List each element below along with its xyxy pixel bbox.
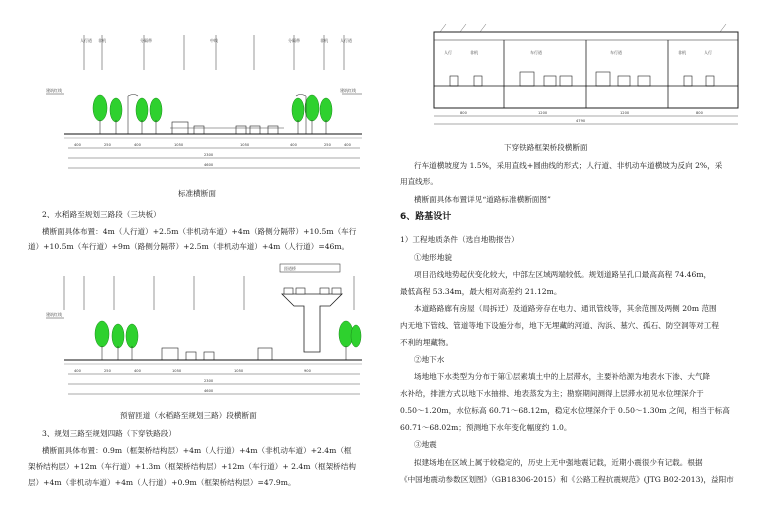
svg-text:400: 400 [290,143,297,147]
svg-text:匝道桥: 匝道桥 [284,266,296,271]
svg-text:900: 900 [304,369,311,373]
svg-text:人行道: 人行道 [340,38,352,43]
section-2-line-1: 横断面具体布置：4m（人行道）+2.5m（非机动车道）+4m（路侧分隔带）+10.5m（车行 [42,227,357,236]
svg-text:非机: 非机 [320,38,328,43]
svg-text:400: 400 [74,369,81,373]
svg-text:建筑红线: 建筑红线 [340,88,356,93]
svg-text:800: 800 [460,111,467,115]
svg-text:1200: 1200 [620,111,630,115]
figure-1-caption: 标准横断面 [178,189,216,198]
svg-text:人行道: 人行道 [80,38,92,43]
standard-cross-section-drawing [44,30,366,180]
groundwater-line-3: 0.50～1.20m，水位标高 60.71～68.12m，稳定水位埋深介于 0.50～1.30m 之间，相当于标高 [400,406,730,415]
detail-line: 横断面具体布置详见“道路标准横断面图” [414,195,551,204]
terrain-line-1: 项目沿线地势起伏变化较大，中部左区域两端较低。规划道路呈孔口最高高程 74.46m， [414,270,712,279]
svg-text:分隔带: 分隔带 [140,38,152,43]
svg-text:非机: 非机 [98,38,106,43]
svg-text:1050: 1050 [174,143,184,147]
slope-line-1: 行车道横坡度为 1.5%，采用直线+圆曲线的形式；人行道、非机动车道横坡为反向 2%，采 [414,161,723,170]
svg-text:4790: 4790 [576,119,586,123]
earthquake-line-1: 拟建场地在区域上属于较稳定的，历史上无中强地震记载，近期小震很少有记载。根据 [414,458,703,467]
svg-text:250: 250 [104,143,111,147]
svg-text:1050: 1050 [234,369,244,373]
section-3-line-1: 横断面具体布置：0.9m（框架桥结构层）+4m（人行道）+4m（非机动车道）+2.4m（框 [42,446,352,455]
figure-2-caption: 预留匝道（水稻路至规划三路）段横断面 [120,411,257,420]
svg-text:800: 800 [696,111,703,115]
section-2-line-2: 道）+10.5m（车行道）+9m（路侧分隔带）+2.5m（非机动车道）+4m（人行道）=46m。 [28,242,350,251]
groundwater-line-4: 60.71～68.02m；预测地下水年变化幅度约 1.0。 [400,423,572,432]
terrain-line-5: 不利的埋藏物。 [400,338,454,347]
figure-3-caption: 下穿铁路框架桥段横断面 [504,143,588,152]
terrain-line-3: 本道路路廊有房屋（局拆迁）及道路旁存在电力、通讯管线等，其余范围及两侧 20m 范围 [414,304,717,313]
svg-text:1200: 1200 [538,111,548,115]
svg-text:250: 250 [324,143,331,147]
svg-text:分隔带: 分隔带 [288,38,300,43]
svg-text:400: 400 [134,143,141,147]
svg-text:车行道: 车行道 [530,50,542,55]
svg-text:4600: 4600 [204,163,214,167]
groundwater-line-1: 场地地下水类型为分布于第①层素填土中的上层滞水，主要补给源为地表水下渗、大气降 [414,372,711,381]
svg-text:建筑红线: 建筑红线 [46,312,62,317]
groundwater-line-2: 水补给，排泄方式以地下水抽排、地表蒸发为主；勘察期间测得上层滞水初见水位埋深介于 [400,389,704,398]
section-3-line-3: 层）+4m（非机动车道）+4m（人行道）+0.9m（框架桥结构层）=47.9m。 [28,478,296,487]
svg-text:2300: 2300 [204,153,214,157]
svg-text:人行: 人行 [444,50,452,55]
terrain-title: ①地形地貌 [414,253,452,262]
underpass-cross-section-drawing [420,14,750,132]
svg-text:非机: 非机 [678,50,686,55]
section-3-line-2: 架桥结构层）+12m（车行道）+1.3m（框架桥结构层）+12m（车行道）+ 2.4m（框架桥结构 [28,462,356,471]
svg-text:建筑红线: 建筑红线 [46,88,62,93]
section-2-title: 2、水稻路至规划三路段（三块板） [42,210,161,219]
svg-text:400: 400 [74,143,81,147]
geology-title: 1）工程地质条件（选自地勘报告） [400,235,519,244]
svg-text:250: 250 [104,369,111,373]
svg-text:非机: 非机 [470,50,478,55]
svg-text:中线: 中线 [210,38,218,43]
svg-text:400: 400 [134,369,141,373]
svg-text:400: 400 [344,143,351,147]
ramp-cross-section-drawing [44,260,366,408]
svg-text:1050: 1050 [172,369,182,373]
svg-text:4600: 4600 [204,389,214,393]
earthquake-title: ③地震 [414,440,437,449]
section-3-title: 3、规划三路至规划四路（下穿铁路段） [42,429,176,438]
svg-text:1050: 1050 [240,143,250,147]
svg-text:车行道: 车行道 [610,50,622,55]
terrain-line-2: 最低高程 53.34m，最大相对高差约 21.12m。 [400,287,562,296]
slope-line-2: 用直线形。 [400,177,438,186]
terrain-line-4: 内无地下管线、管道等地下设施分布，地下无埋藏的河道、沟浜、墓穴、孤石、防空洞等对工程 [400,321,719,330]
groundwater-title: ②地下水 [414,355,445,364]
svg-text:2300: 2300 [204,379,214,383]
section-6-title: 6、路基设计 [400,212,452,222]
earthquake-line-2: 《中国地震动参数区划图》（GB18306-2015）和《公路工程抗震规范》(JTG B02-2013)，益阳市 [400,475,734,484]
svg-text:人行: 人行 [704,50,712,55]
